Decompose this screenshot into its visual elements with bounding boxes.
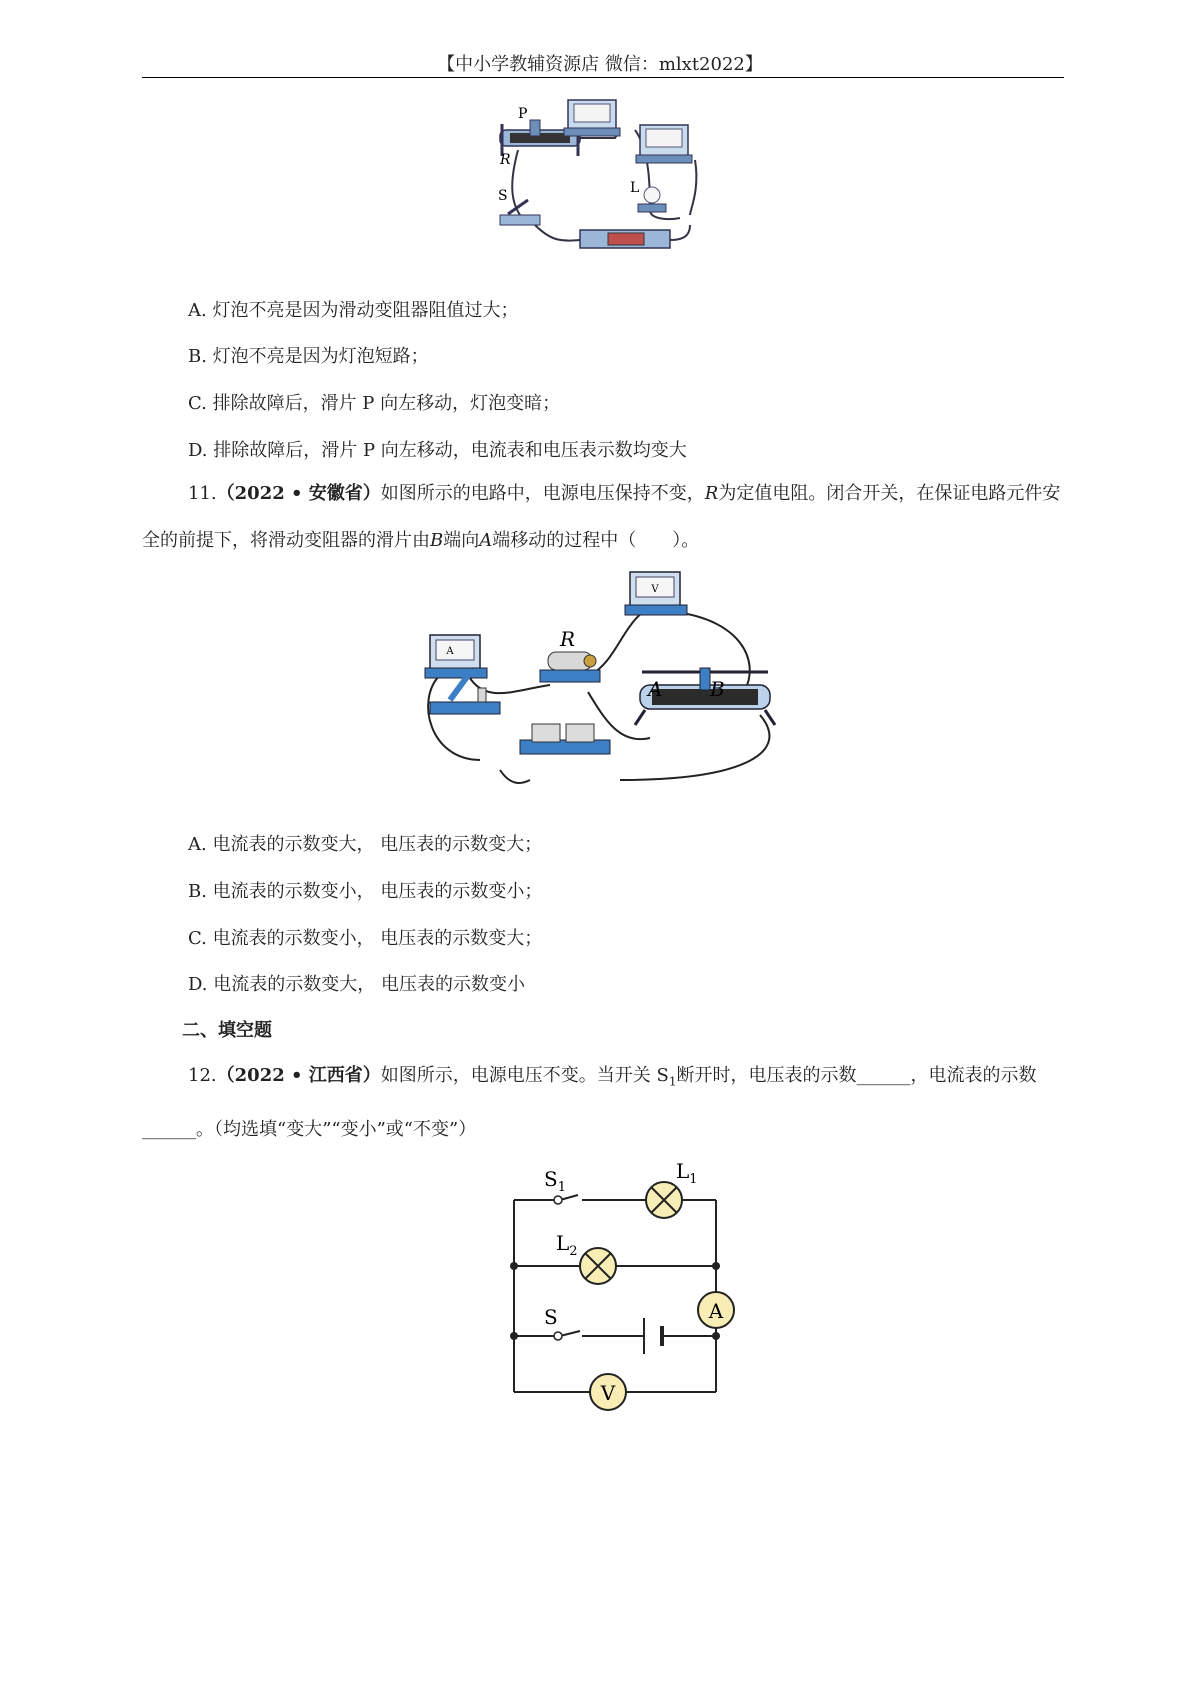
- q10-circuit-figure: [500, 100, 750, 270]
- lamp-l1-icon: [646, 1182, 682, 1218]
- page-header: 【中小学教辅资源店 微信：mlxt2022】: [437, 54, 763, 75]
- q11-number: 11.: [188, 483, 217, 504]
- q12-source: （2022 • 江西省）: [216, 1065, 381, 1086]
- q11-option-a: A. 电流表的示数变大， 电压表的示数变大；: [188, 834, 543, 855]
- ammeter-label: A: [708, 1299, 724, 1323]
- label-l1: $L_1$: [676, 1159, 698, 1187]
- q10-label-p: P: [518, 106, 528, 122]
- switch-s-icon: [554, 1332, 562, 1340]
- q10-option-c: C. 排除故障后，滑片 P 向左移动，灯泡变暗；: [188, 393, 561, 414]
- q12-sub-1: 1: [668, 1074, 677, 1089]
- label-s1: $S_1$: [544, 1167, 566, 1195]
- label-s: S: [544, 1305, 558, 1329]
- q12-stem: [142, 1052, 1064, 1153]
- ammeter-icon: [564, 100, 620, 136]
- resistor-icon: [540, 652, 600, 682]
- q11-option-c: C. 电流表的示数变小， 电压表的示数变大；: [188, 928, 543, 949]
- q12-text-1: 如图所示，电源电压不变。当开关 S: [380, 1065, 669, 1086]
- label-l2: $L_2$: [556, 1231, 578, 1259]
- q10-label-l: L: [630, 180, 640, 196]
- battery-icon: [580, 230, 670, 248]
- q11-voltmeter-letter: V: [651, 584, 659, 595]
- q11-option-b: B. 电流表的示数变小， 电压表的示数变小；: [188, 881, 543, 902]
- q11-var-a: A: [479, 530, 493, 551]
- q11-circuit-figure: [420, 580, 840, 810]
- q11-option-d: D. 电流表的示数变大， 电压表的示数变小: [188, 974, 525, 995]
- q10-label-r: R: [500, 152, 511, 168]
- q11-var-b: B: [430, 530, 444, 551]
- q11-ammeter-letter: A: [446, 646, 454, 657]
- q11-stem: [142, 470, 1064, 564]
- switch-s1-icon: [554, 1196, 562, 1204]
- header-divider: [142, 77, 1064, 78]
- ammeter-icon: [425, 635, 487, 678]
- q10-option-d: D. 排除故障后，滑片 P 向左移动，电流表和电压表示数均变大: [188, 440, 687, 461]
- q12-circuit-diagram: [500, 1160, 760, 1430]
- q10-option-a: A. 灯泡不亮是因为滑动变阻器阻值过大；: [188, 300, 519, 321]
- q11-label-r: R: [560, 627, 576, 651]
- section-title: 二、填空题: [182, 1020, 272, 1041]
- voltmeter-icon: [636, 125, 692, 163]
- q11-label-b: B: [710, 677, 725, 701]
- voltmeter-label: V: [600, 1381, 616, 1405]
- q11-text-3: 端向: [443, 530, 480, 551]
- q10-option-b: B. 灯泡不亮是因为灯泡短路；: [188, 346, 429, 367]
- lamp-l2-icon: [580, 1248, 616, 1284]
- q12-number: 12.: [188, 1065, 217, 1086]
- q10-label-s: S: [498, 188, 508, 204]
- q11-text-1: 如图所示的电路中，电源电压保持不变，: [380, 483, 705, 504]
- q11-source: （2022 • 安徽省）: [216, 483, 381, 504]
- lamp-icon: [638, 187, 666, 212]
- battery-icon: [520, 724, 610, 754]
- q11-text-2: 为定值电阻。闭合开关，在保证电路元件安全的前提下，将滑动变阻器的滑片由: [142, 483, 1061, 551]
- q11-label-a: A: [648, 677, 663, 701]
- q11-var-r: R: [704, 483, 719, 504]
- q11-text-4: 端移动的过程中（ ）。: [492, 530, 700, 551]
- q12-text-2: 断开时，电压表的示数______，电流表的示数______。（均选填“变大”“变小”或“不变”）: [142, 1065, 1037, 1140]
